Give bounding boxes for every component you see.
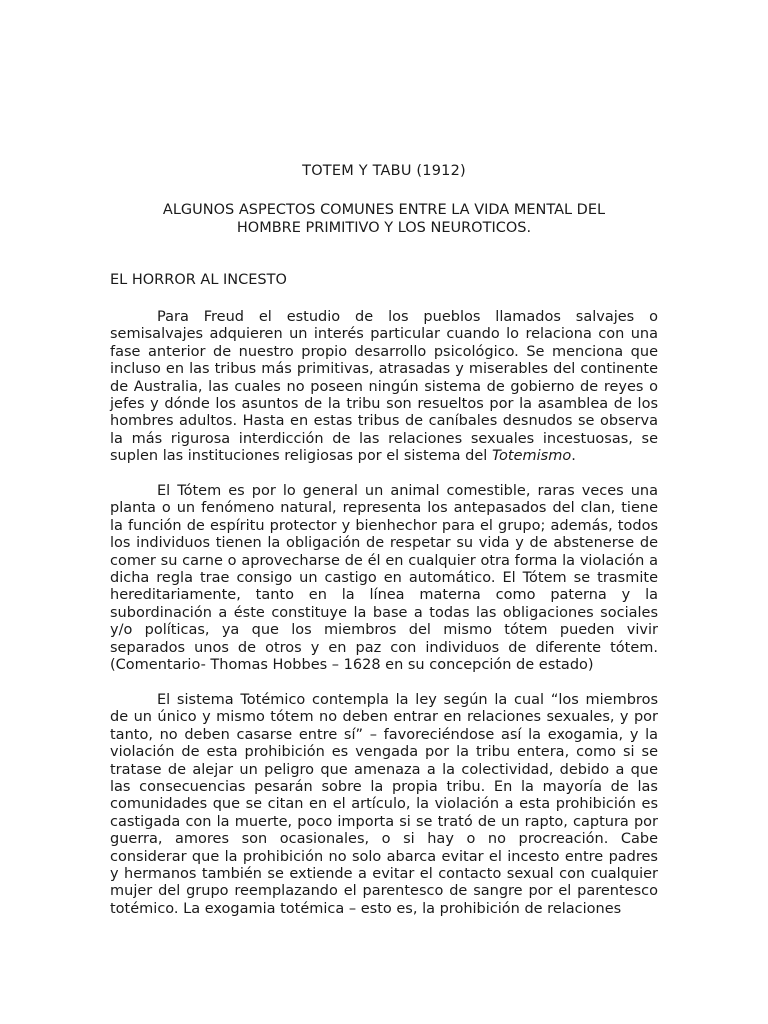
- paragraph-3: El sistema Totémico contempla la ley según la cual “los miembros de un único y mismo tótem no deben entrar en relaciones sexuales, y por tanto, no deben casarse entre sí” – favoreciéndose así la exogamia, y la violación de esta prohibición es vengada por la tribu entera, como si se tratase de alejar un peligro que amenaza a la colectividad, debido a que las consecuencias pesarán sobre la propia tribu. En la mayoría de las comunidades que se citan en el artículo, la violación a esta prohibición es castigada con la muerte, poco importa si se trató de un rapto, captura por guerra, amores son ocasionales, o si hay o no procreación. Cabe considerar que la prohibición no solo abarca evitar el incesto entre padres y hermanos también se extiende a evitar el contacto sexual con cualquier mujer del grupo reemplazando el parentesco de sangre por el parentesco totémico. La exogamia totémica – esto es, la prohibición de relaciones: [110, 691, 658, 917]
- subtitle-line-1: ALGUNOS ASPECTOS COMUNES ENTRE LA VIDA MENTAL DEL: [162, 202, 606, 218]
- paragraph-1-text: Para Freud el estudio de los pueblos llamados salvajes o semisalvajes adquieren un interés particular cuando lo relaciona con una fase anterior de nuestro propio desarrollo psicológico. Se menciona que incluso en las tribus más primitivas, atrasadas y miserables del continente de Australia, las cuales no poseen ningún sistema de gobierno de reyes o jefes y dónde los asuntos de la tribu son resueltos por la asamblea de los hombres adultos. Hasta en estas tribus de caníbales desnudos se observa la más rigurosa interdicción de las relaciones sexuales incestuosas, se suplen las instituciones religiosas por el sistema del: [110, 309, 658, 465]
- paragraph-1-emphasis: Totemismo: [491, 448, 572, 465]
- paragraph-2: El Tótem es por lo general un animal comestible, raras veces una planta o un fenómeno natural, representa los antepasados del clan, tiene la función de espíritu protector y bienhechor para el grupo; además, todos los individuos tienen la obligación de respetar su vida y de abstenerse de comer su carne o aprovecharse de él en cualquier otra forma la violación a dicha regla trae consigo un castigo en automático. El Tótem se trasmite hereditariamente, tanto en la línea materna como paterna y la subordinación a éste constituye la base a todas las obligaciones sociales y/o políticas, ya que los miembros del mismo tótem pueden vivir separados unos de otros y en paz con individuos de diferente tótem. (Comentario- Thomas Hobbes – 1628 en su concepción de estado): [110, 483, 658, 674]
- body-text: [110, 309, 658, 936]
- document-title: TOTEM Y TABU (1912): [302, 163, 466, 179]
- paragraph-1-end: .: [571, 448, 576, 465]
- document-subtitle: [110, 201, 658, 237]
- paragraph-1: [110, 309, 658, 466]
- section-heading: EL HORROR AL INCESTO: [110, 272, 287, 288]
- subtitle-line-2: HOMBRE PRIMITIVO Y LOS NEUROTICOS.: [236, 220, 532, 236]
